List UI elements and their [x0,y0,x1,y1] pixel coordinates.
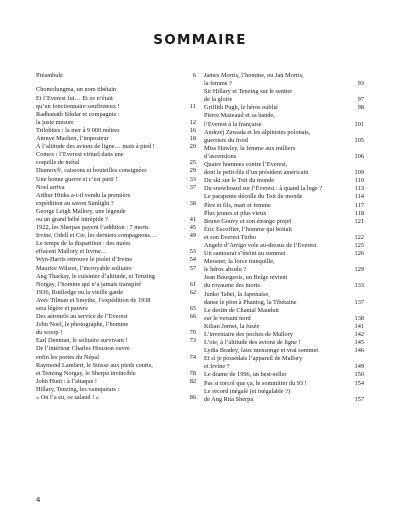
toc-entry [36,232,196,240]
toc-entry-title: Radhanath Sikdar et compagnie : [36,110,120,118]
toc-entry-title: Des aéronefs au service de l’Everest [36,313,128,321]
toc-entry-title: guerriers du froid [204,136,249,144]
toc-entry-title: Et l’Everest fut… Et ce n’était [36,94,113,102]
toc-entry-page: 41 [189,215,196,223]
toc-entry [36,151,196,167]
toc-entry-page: 154 [354,379,364,387]
toc-entry-title: Arthur Hinks a-t-il vendu la première [36,191,131,199]
toc-entry-page: 20 [189,143,196,151]
toc-entry [204,323,364,331]
toc-entry-title: Une bonne guerre et c’est parti ! [36,175,118,183]
toc-entry [204,210,364,218]
toc-entry-title: Bruno Gouvy et son étrange projet [204,217,292,225]
toc-entry-title: Angelo d’Arrigo vole au-dessus de l’Everest [204,241,317,249]
toc-entry-title: Comex : l’Everest virtuel dans une [36,151,124,159]
toc-column-left [36,72,196,402]
toc-entry-title: Chomolungma, un nom tibétain [36,86,117,94]
toc-entry [36,208,196,224]
toc-entry-title: Diamox®, caissons et bouteilles consignées [36,167,147,175]
toc-entry-page: 54 [189,256,196,264]
toc-entry-title: sera légère et pauvre [36,305,88,313]
toc-entry-title: 1936, Ruttledge ou la vieille garde [36,288,124,296]
toc-entry-page: 142 [354,331,364,338]
toc-entry-title: Plus jeunes et plus vieux [204,209,267,217]
toc-entry-title: et Tenzing Norgay, le Sherpa invincible [36,369,136,377]
toc-entry [36,167,196,175]
toc-entry-title: du royaume des morts [204,282,260,290]
toc-entry-title: De l’intérieur Charles Houston ouvre [36,345,130,353]
toc-entry [36,143,196,151]
toc-entry-page: 65 [189,305,196,313]
toc-entry-page: 45 [189,224,196,232]
toc-entry-title: le héros absolu ? [204,266,247,274]
toc-entry-title: Norgay, l’homme qui n’a jamais transpiré [36,280,142,288]
toc-entry-title: et son Everest Turbo [204,233,256,241]
toc-entry [36,72,196,80]
toc-entry-page: 106 [354,152,364,160]
toc-entry-page: 16 [189,126,196,134]
toc-entry-page: 157 [354,395,364,403]
toc-entry-title: dont le petit-fils d’un président américain [204,169,309,177]
toc-entry-title: Préambule [36,72,63,79]
toc-entry-page: 98 [357,104,364,112]
toc-entry-title: Miss Hawley, la femme aux milliers [204,144,296,152]
toc-entry-title: Avec Tilman et Smythe, l’expédition de 1938 [36,296,151,304]
toc-entry [36,297,196,313]
page-title: SOMMAIRE [153,32,247,48]
toc-entry [36,313,196,321]
toc-entry-title: qu’un fonctionnaire souffreteux ! [36,102,120,110]
toc-entry [36,86,196,110]
toc-entry-page: 53 [189,248,196,256]
toc-entry [36,224,196,232]
toc-entry-page: 114 [354,193,364,201]
toc-entry-page: 133 [354,282,364,290]
toc-entry-page: 62 [189,288,196,296]
toc-entry-page: 61 [189,280,196,288]
toc-entry [204,161,364,177]
toc-entry-title: sur le versant nord [204,314,251,322]
toc-entry-title: 1922, les Sherpas payent l’addition : 7 morts [36,224,149,232]
toc-entry-title: John Noel, le photographe, l’homme [36,321,129,329]
toc-entry-page: 125 [354,241,364,249]
toc-entry-page: 97 [357,96,364,104]
toc-entry [204,380,364,388]
toc-entry [36,321,196,337]
toc-entry-title: Noel arriva [36,183,65,191]
toc-entry-title: Messner, la force tranquille, [204,258,275,266]
toc-entry-title: du scoop ! [36,329,63,337]
toc-entry-page: 66 [189,313,196,321]
toc-entry [204,291,364,307]
toc-entry-title: Pierre Mazeaud et sa bande, [204,112,275,120]
toc-entry-page: 86 [189,394,196,402]
toc-entry-title: la femme ? [204,80,232,88]
toc-entry-page: 57 [189,264,196,272]
toc-entry-title: Père et fils, mari et femme [204,201,271,209]
toc-entry [204,104,364,112]
toc-entry-title: Et si je possédais l’appareil de Mallory [204,355,303,363]
toc-entry-page: 82 [189,377,196,385]
toc-entry-page: 150 [354,371,364,379]
toc-entry-title: Le temps de la disparition : des nuées [36,240,131,248]
toc-entry-title: la juste mesure [36,118,74,126]
toc-column-right [204,72,364,404]
toc-entry [204,339,364,347]
toc-entry [204,88,364,104]
toc-entry-page: 12 [189,118,196,126]
toc-entry-title: L’oie, à l’altitude des avions de ligne ! [204,339,301,347]
toc-entry-title: effacent Mallory et Irvine… [36,248,108,256]
toc-entry [36,378,196,386]
toc-entry [204,177,364,185]
toc-entry [36,362,196,378]
toc-entry-page: 33 [189,175,196,183]
toc-entry [204,388,364,404]
toc-entry [204,145,364,161]
toc-entry-title: Trilobites : la mer à 9 000 mètres [36,126,120,134]
toc-entry-page: 29 [189,167,196,175]
toc-entry [204,185,364,193]
toc-entry-page: 25 [189,159,196,167]
toc-entry-page: 118 [354,209,364,217]
toc-entry-page: 73 [189,337,196,345]
toc-entry-title: Raymond Lambert, le Suisse aux pieds courts, [36,361,153,369]
toc-entry-page: 137 [354,298,364,306]
toc-entry-title: danse le pion à Phantog, la Tibétaine [204,298,297,306]
toc-entry-page: 101 [354,120,364,128]
toc-entry-title: Ang Tharkay, le cuisinier d’altitude, et Tenzing [36,272,155,280]
toc-entry-page: 18 [189,135,196,143]
toc-entry [204,193,364,201]
toc-entry-page: 117 [354,201,364,209]
toc-entry-title: expédition au savon Sunlight ? [36,199,114,207]
toc-entry [36,135,196,143]
toc-entry-title: Un samouraï s’éteint au sommet [204,250,286,258]
toc-entry-page: 129 [354,266,364,274]
toc-entry-page: 11 [189,102,196,110]
toc-entry [36,192,196,208]
toc-entry-title: Le destin de Chantal Mauduit [204,306,279,314]
toc-entry-page: 78 [189,369,196,377]
toc-entry-title: Irvine, Odell et Cie, les derniers compagnons… [36,232,157,240]
toc-entry-page: 141 [354,322,364,330]
toc-entry [36,240,196,256]
toc-entry-page: 6 [192,72,196,79]
toc-entry-title: Pas si torcol que ça, le sommitier du 93 ! [204,379,307,387]
toc-entry [204,202,364,210]
toc-entry [204,347,364,355]
toc-entry-title: Le record inégalé (et inégalable ?) [204,387,291,395]
page-number: 4 [36,496,41,504]
toc-entry-title: À l’altitude des avions de ligne… mais à pied ! [36,143,155,151]
toc-entry-title: Jean Bourgeois, un Belge revient [204,274,288,282]
toc-entry [36,386,196,402]
toc-entry-title: Hillary, Tenzing, les vainqueurs : [36,385,120,393]
toc-entry [204,242,364,250]
toc-entry-title: Du snowboard sur l’Everest : à quand la luge ? [204,185,323,193]
toc-entry-page: 122 [354,233,364,241]
toc-entry-title: Du ski sur le Toit du monde [204,177,275,185]
toc-entry-title: Sir Hillary et Tenzing sur le sentier [204,88,293,96]
toc-entry-page: 38 [189,199,196,207]
toc-entry [36,345,196,361]
toc-entry-title: de la gloire [204,96,233,104]
toc-entry-page: 74 [189,353,196,361]
toc-entry-title: Le drame de 1996, un best-seller [204,371,287,379]
toc-entry-title: John Hunt : à l’attaque ! [36,377,98,385]
toc-entry [204,355,364,371]
toc-entry-title: coquille de métal [36,159,80,167]
toc-entry-title: « On l’a eu, ce salaud ! » [36,394,99,402]
toc-entry-title: Maurice Wilson, l’incroyable solitaire [36,264,132,272]
toc-entry [204,307,364,323]
toc-entry-title: Andrzej Zawada et les alpinistes polonais, [204,128,311,136]
toc-entry-title: George Leigh Mallory, une légende [36,207,126,215]
toc-entry [36,273,196,289]
toc-entry-title: ou un grand bébé intrépide ? [36,215,108,223]
toc-entry-page: 113 [354,185,364,193]
toc-entry [36,337,196,345]
toc-entry-page: 109 [354,169,364,177]
toc-entry-title: James Morris, l’homme, ou Jan Morris, [204,72,304,79]
toc-entry-title: Le parapente décolle du Toit du monde [204,193,303,201]
toc-entry [204,129,364,145]
toc-entry [204,250,364,258]
toc-entry-title: et Irvine ? [204,363,230,371]
toc-entry-title: Earl Denman, le solitaire survivant ! [36,337,128,345]
toc-entry [204,72,364,88]
toc-entry-page: 138 [354,314,364,322]
toc-entry-title: Wyn-Harris retrouve le piolet d’Irvine [36,256,133,264]
toc-entry [204,218,364,226]
toc-entry-title: Griffith Pugh, le héros oublié [204,104,278,112]
toc-entry-title: L’inventaire des poches de Mallory [204,331,293,338]
toc-entry-page: 149 [354,363,364,371]
toc-entry-title: enfin les portes du Népal [36,353,99,361]
toc-entry-title: Kilian Jornet, la fusée [204,322,260,330]
toc-entry [36,176,196,184]
toc-entry [36,256,196,264]
toc-entry-title: d’ascensions [204,152,237,160]
toc-entry [36,184,196,192]
toc-entry [204,274,364,290]
toc-entry-page: 110 [354,177,364,185]
toc-entry-title: l’Everest à la française [204,120,262,128]
toc-entry [36,265,196,273]
toc-entry [204,371,364,379]
toc-entry-page: 126 [354,250,364,258]
toc-entry [204,258,364,274]
toc-entry-title: Junko Tabei, la Japonaise, [204,290,270,298]
toc-entry-page: 105 [354,136,364,144]
toc-entry [36,111,196,127]
toc-entry-title: Éric Escoffier, l’homme qui boitait [204,225,292,233]
toc-entry-page: 70 [189,329,196,337]
toc-entry-page: 146 [354,347,364,355]
toc-entry [204,331,364,339]
toc-entry [204,226,364,242]
toc-entry-title: Quatre hommes contre l’Everest, [204,161,288,169]
toc-entry-page: 145 [354,339,364,347]
toc-entry [36,127,196,135]
toc-entry-page: 93 [357,80,364,88]
toc-entry-title: de Ang Rita Sherpa [204,395,254,403]
toc-entry-page: 37 [189,183,196,191]
toc-entry-page: 121 [354,217,364,225]
toc-entry [204,112,364,128]
toc-entry-title: Amnye Machen, l’imposteur [36,135,109,143]
toc-entry [36,289,196,297]
toc-entry-page: 49 [189,232,196,240]
toc-entry-title: Lydia Bradey, faux mensonge et vrai sommet [204,347,319,355]
